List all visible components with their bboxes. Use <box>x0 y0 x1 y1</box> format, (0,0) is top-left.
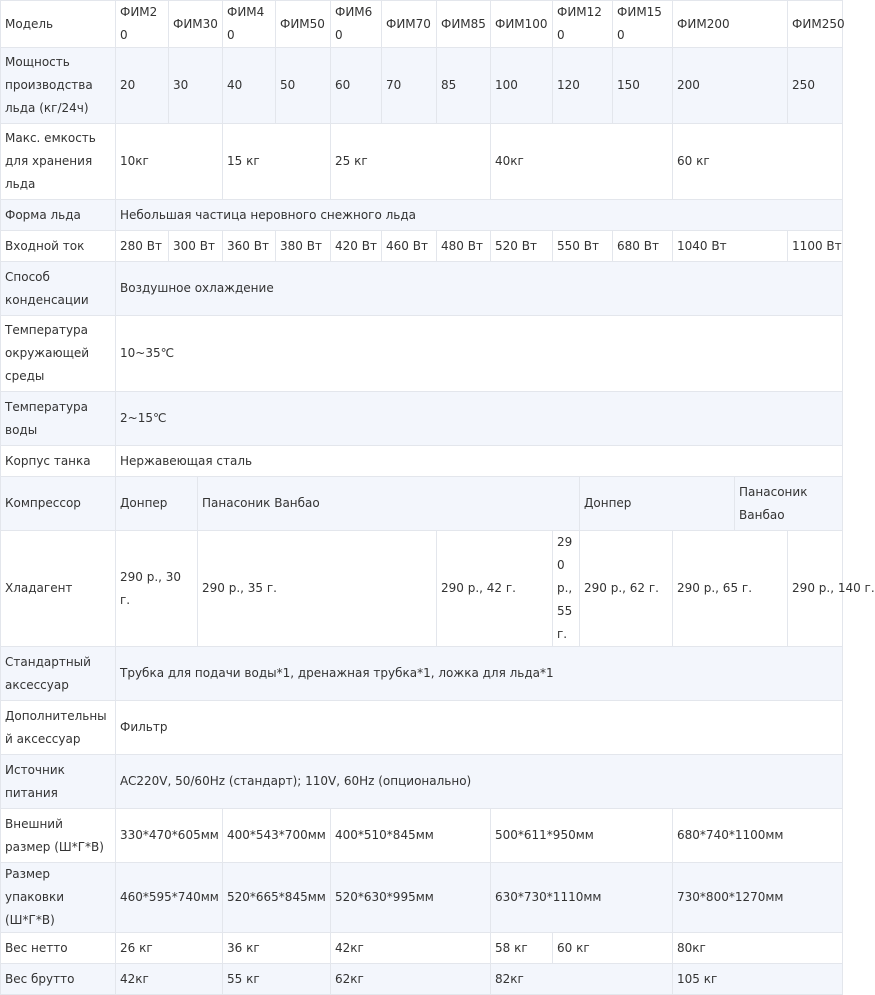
net-weight-cell: 42кг <box>331 933 491 964</box>
input-current-cell: 480 Вт <box>437 231 491 262</box>
model-cell: ФИМ40 <box>223 1 276 48</box>
pack-size-cell: 730*800*1270мм <box>673 863 843 933</box>
row-label-opt-accessory: Дополнительный аксессуар <box>1 701 116 755</box>
net-weight-cell: 80кг <box>673 933 843 964</box>
capacity-cell: 150 <box>613 48 673 124</box>
outer-size-cell: 400*543*700мм <box>223 809 331 863</box>
pack-size-cell: 630*730*1110мм <box>491 863 673 933</box>
input-current-cell: 520 Вт <box>491 231 553 262</box>
row-label-outer-size: Внешний размер (Ш*Г*В) <box>1 809 116 863</box>
storage-cell: 15 кг <box>223 124 331 200</box>
model-cell: ФИМ85 <box>437 1 491 48</box>
model-cell: ФИМ60 <box>331 1 382 48</box>
row-label-input-current: Входной ток <box>1 231 116 262</box>
table-row <box>1 124 843 200</box>
input-current-cell: 460 Вт <box>382 231 437 262</box>
capacity-cell: 40 <box>223 48 276 124</box>
outer-size-cell: 680*740*1100мм <box>673 809 843 863</box>
tank-body-value: Нержавеющая сталь <box>116 446 843 477</box>
input-current-cell: 280 Вт <box>116 231 169 262</box>
model-cell: ФИМ70 <box>382 1 437 48</box>
model-cell: ФИМ20 <box>116 1 169 48</box>
compressor-cell: Панасоник Ванбао <box>198 477 580 531</box>
row-label-net-weight: Вес нетто <box>1 933 116 964</box>
capacity-cell: 85 <box>437 48 491 124</box>
row-label-model: Модель <box>1 1 116 48</box>
row-label-capacity: Мощность производства льда (кг/24ч) <box>1 48 116 124</box>
gross-weight-cell: 105 кг <box>673 964 843 995</box>
model-cell: ФИМ150 <box>613 1 673 48</box>
condensation-value: Воздушное охлаждение <box>116 262 843 316</box>
refrigerant-cell: 290 р., 30 г. <box>116 531 198 647</box>
refrigerant-cell: 290 р., 55 г. <box>553 531 580 647</box>
gross-weight-cell: 82кг <box>491 964 673 995</box>
power-source-value: AC220V, 50/60Hz (стандарт); 110V, 60Hz (опционально) <box>116 755 843 809</box>
table-row <box>1 446 843 477</box>
row-label-condensation: Способ конденсации <box>1 262 116 316</box>
table-row <box>1 701 843 755</box>
table-row <box>1 1 843 48</box>
table-row <box>1 200 843 231</box>
opt-accessory-value: Фильтр <box>116 701 843 755</box>
refrigerant-cell: 290 р., 140 г. <box>788 531 843 647</box>
table-row <box>1 755 843 809</box>
row-label-refrigerant: Хладагент <box>1 531 116 647</box>
input-current-cell: 680 Вт <box>613 231 673 262</box>
pack-size-cell: 460*595*740мм <box>116 863 223 933</box>
input-current-cell: 300 Вт <box>169 231 223 262</box>
water-temp-value: 2~15℃ <box>116 392 843 446</box>
model-cell: ФИМ50 <box>276 1 331 48</box>
capacity-cell: 30 <box>169 48 223 124</box>
capacity-cell: 100 <box>491 48 553 124</box>
table-row <box>1 531 843 647</box>
model-cell: ФИМ200 <box>673 1 788 48</box>
storage-cell: 10кг <box>116 124 223 200</box>
row-label-compressor: Компрессор <box>1 477 116 531</box>
pack-size-cell: 520*665*845мм <box>223 863 331 933</box>
row-label-power-source: Источник питания <box>1 755 116 809</box>
capacity-cell: 120 <box>553 48 613 124</box>
capacity-cell: 20 <box>116 48 169 124</box>
model-cell: ФИМ120 <box>553 1 613 48</box>
refrigerant-cell: 290 р., 42 г. <box>437 531 553 647</box>
capacity-cell: 250 <box>788 48 843 124</box>
gross-weight-cell: 62кг <box>331 964 491 995</box>
net-weight-cell: 26 кг <box>116 933 223 964</box>
row-label-storage: Макс. емкость для хранения льда <box>1 124 116 200</box>
outer-size-cell: 400*510*845мм <box>331 809 491 863</box>
input-current-cell: 360 Вт <box>223 231 276 262</box>
row-label-pack-size: Размер упаковки (Ш*Г*В) <box>1 863 116 933</box>
outer-size-cell: 500*611*950мм <box>491 809 673 863</box>
model-cell: ФИМ250 <box>788 1 843 48</box>
input-current-cell: 380 Вт <box>276 231 331 262</box>
input-current-cell: 1100 Вт <box>788 231 843 262</box>
storage-cell: 60 кг <box>673 124 843 200</box>
capacity-cell: 70 <box>382 48 437 124</box>
table-row <box>1 316 843 392</box>
refrigerant-cell: 290 р., 65 г. <box>673 531 788 647</box>
row-label-ambient-temp: Температура окружающей среды <box>1 316 116 392</box>
net-weight-cell: 36 кг <box>223 933 331 964</box>
pack-size-cell: 520*630*995мм <box>331 863 491 933</box>
input-current-cell: 1040 Вт <box>673 231 788 262</box>
storage-cell: 40кг <box>491 124 673 200</box>
input-current-cell: 550 Вт <box>553 231 613 262</box>
row-label-std-accessory: Стандартный аксессуар <box>1 647 116 701</box>
table-row <box>1 933 843 964</box>
gross-weight-cell: 42кг <box>116 964 223 995</box>
capacity-cell: 60 <box>331 48 382 124</box>
model-cell: ФИМ30 <box>169 1 223 48</box>
storage-cell: 25 кг <box>331 124 491 200</box>
net-weight-cell: 60 кг <box>553 933 673 964</box>
model-cell: ФИМ100 <box>491 1 553 48</box>
table-row <box>1 647 843 701</box>
row-label-gross-weight: Вес брутто <box>1 964 116 995</box>
table-row <box>1 392 843 446</box>
gross-weight-cell: 55 кг <box>223 964 331 995</box>
table-row <box>1 231 843 262</box>
table-row <box>1 809 843 863</box>
outer-size-cell: 330*470*605мм <box>116 809 223 863</box>
row-label-tank-body: Корпус танка <box>1 446 116 477</box>
input-current-cell: 420 Вт <box>331 231 382 262</box>
refrigerant-cell: 290 р., 62 г. <box>580 531 673 647</box>
net-weight-cell: 58 кг <box>491 933 553 964</box>
row-label-ice-shape: Форма льда <box>1 200 116 231</box>
capacity-cell: 200 <box>673 48 788 124</box>
table-row <box>1 964 843 995</box>
std-accessory-value: Трубка для подачи воды*1, дренажная трубка*1, ложка для льда*1 <box>116 647 843 701</box>
row-label-water-temp: Температура воды <box>1 392 116 446</box>
ice-shape-value: Небольшая частица неровного снежного льда <box>116 200 843 231</box>
compressor-cell: Донпер <box>580 477 735 531</box>
table-row <box>1 863 843 933</box>
capacity-cell: 50 <box>276 48 331 124</box>
compressor-cell: Донпер <box>116 477 198 531</box>
table-row <box>1 262 843 316</box>
table-row <box>1 48 843 124</box>
refrigerant-cell: 290 р., 35 г. <box>198 531 437 647</box>
table-row <box>1 477 843 531</box>
compressor-cell: Панасоник Ванбао <box>735 477 843 531</box>
ambient-temp-value: 10~35℃ <box>116 316 843 392</box>
